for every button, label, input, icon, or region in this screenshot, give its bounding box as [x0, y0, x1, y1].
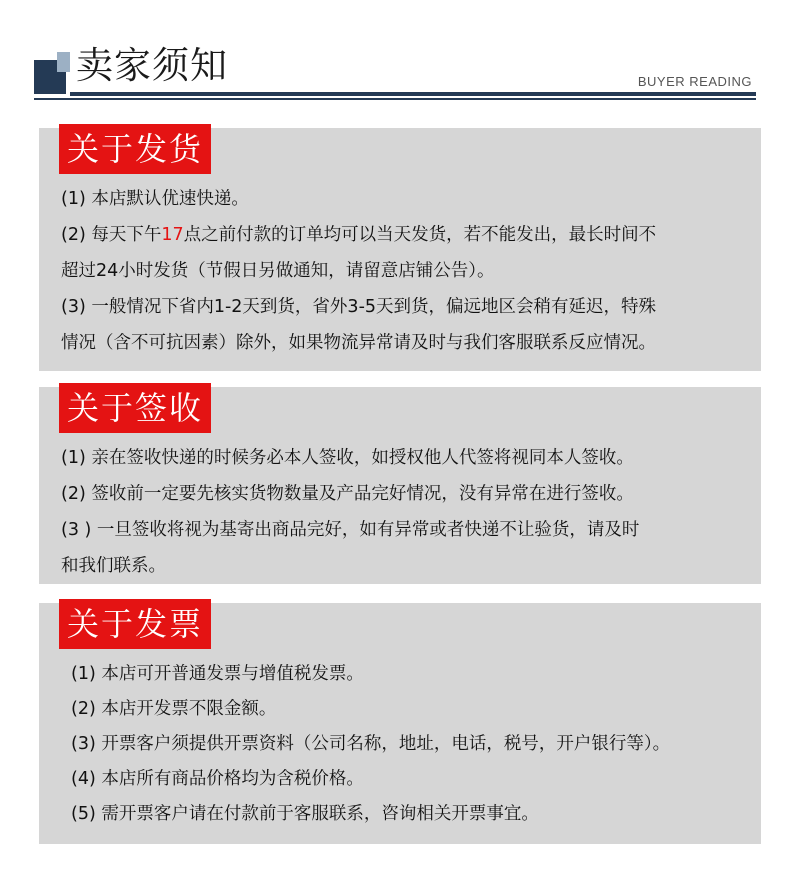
page-subtitle-en: BUYER READING: [637, 74, 752, 89]
header-accent-icon: [57, 52, 70, 72]
list-item: (5) 需开票客户请在付款前于客服联系，咨询相关开票事宜。: [71, 804, 539, 824]
section-shipping: [39, 128, 761, 371]
section-lines: [71, 657, 747, 832]
section-invoice: [39, 603, 761, 844]
list-item: [61, 217, 747, 253]
section-lines: [61, 181, 747, 361]
list-item: (2) 本店开发票不限金额。: [71, 699, 277, 719]
list-item: 超过24小时发货（节假日另做通知，请留意店铺公告）。: [61, 261, 495, 281]
header-divider-thin: [34, 98, 756, 100]
list-item: (1) 本店默认优速快递。: [61, 189, 249, 209]
list-item: (2) 签收前一定要先核实货物数量及产品完好情况，没有异常在进行签收。: [61, 484, 634, 504]
page-title: 卖家须知: [76, 44, 228, 87]
section-lines: [61, 440, 747, 584]
section-signing: [39, 387, 761, 584]
list-item: 情况（含不可抗因素）除外，如果物流异常请及时与我们客服联系反应情况。: [61, 333, 656, 353]
section-tag-signing: 关于签收: [59, 383, 211, 433]
list-item: (4) 本店所有商品价格均为含税价格。: [71, 769, 364, 789]
page-header: [0, 0, 790, 110]
highlight-time: 17: [161, 225, 184, 245]
header-divider-thick: [70, 92, 756, 96]
section-tag-invoice: 关于发票: [59, 599, 211, 649]
line-text: 点之前付款的订单均可以当天发货，若不能发出，最长时间不: [183, 225, 657, 245]
list-item: (1) 亲在签收快递的时候务必本人签收，如授权他人代签将视同本人签收。: [61, 448, 634, 468]
list-item: (1) 本店可开普通发票与增值税发票。: [71, 664, 364, 684]
list-item: 和我们联系。: [61, 556, 166, 576]
list-item: (3) 开票客户须提供开票资料（公司名称，地址，电话，税号，开户银行等）。: [71, 734, 671, 754]
line-text: (2) 每天下午: [61, 225, 162, 245]
section-tag-shipping: 关于发货: [59, 124, 211, 174]
list-item: (3) 一般情况下省内1-2天到货，省外3-5天到货，偏远地区会稍有延迟，特殊: [61, 297, 657, 317]
list-item: (3 ) 一旦签收将视为基寄出商品完好，如有异常或者快递不让验货，请及时: [61, 520, 640, 540]
